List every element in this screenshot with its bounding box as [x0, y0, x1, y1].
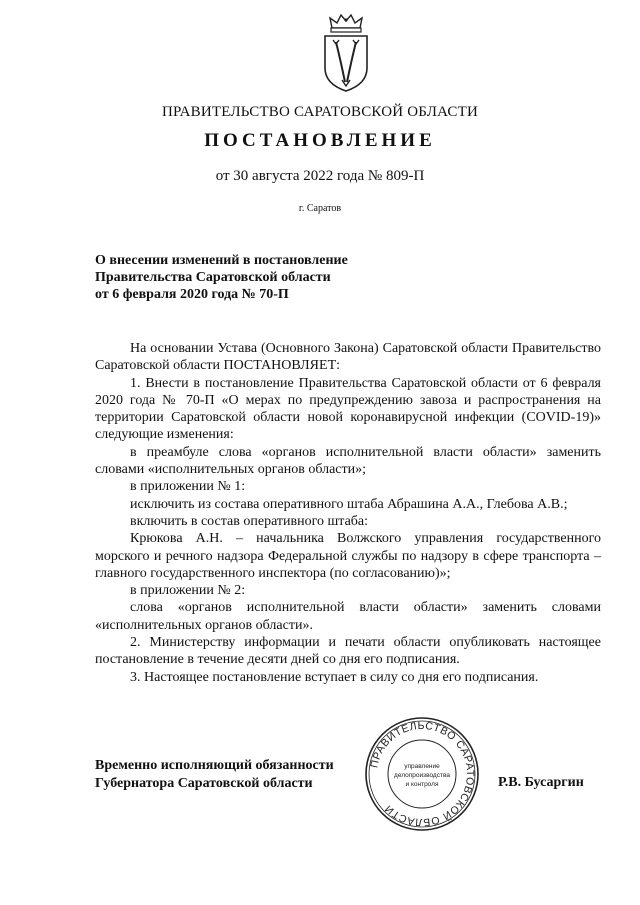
signatory-position: [95, 757, 375, 793]
body-paragraph: 3. Настоящее постановление вступает в силу со дня его подписания.: [130, 669, 539, 685]
government-name: ПРАВИТЕЛЬСТВО САРАТОВСКОЙ ОБЛАСТИ: [161, 104, 479, 120]
seal-inner-line: управление: [404, 763, 440, 770]
subject-line: О внесении изменений в постановление: [95, 253, 348, 268]
saratov-coat-of-arms-icon: [318, 12, 374, 94]
document-date-number: от 30 августа 2022 года № 809-П: [215, 168, 425, 184]
body-paragraph: слова «органов исполнительной власти области» заменить словами «исполнительных органов области».: [95, 600, 601, 633]
subject-line: от 6 февраля 2020 года № 70-П: [95, 287, 289, 302]
signatory-position-line: Временно исполняющий обязанности: [95, 758, 334, 773]
city-label: г. Саратов: [298, 203, 342, 214]
body-paragraph: исключить из состава оперативного штаба Абрашина А.А., Глебова А.В.;: [130, 496, 568, 512]
signatory-position-line: Губернатора Саратовской области: [95, 776, 313, 791]
body-paragraph: На основании Устава (Основного Закона) Саратовской области Правительство Саратовской области ПОСТАНОВЛЯЕТ:: [95, 341, 601, 374]
seal-inner-line: и контроля: [405, 781, 439, 788]
body-paragraph: 2. Министерству информации и печати области опубликовать настоящее постановление в течение десяти дней со дня его подписания.: [95, 635, 601, 668]
seal-inner-line: делопроизводства: [394, 772, 450, 779]
document-subject: [95, 252, 415, 303]
body-paragraph: включить в состав оперативного штаба:: [130, 513, 369, 529]
document-body: [95, 340, 601, 686]
body-paragraph: 1. Внести в постановление Правительства Саратовской области от 6 февраля 2020 года № 70-П «О мерах по предупреждению завоза и распространения на территории Саратовской области новой коронавирусной инфекции (COVID-19)» следующие изменения:: [95, 375, 601, 443]
body-paragraph: в приложении № 2:: [130, 583, 246, 599]
subject-line: Правительства Саратовской области: [95, 270, 331, 285]
body-paragraph: в преамбуле слова «органов исполнительной власти области» заменить словами «исполнительных органов области»;: [95, 444, 601, 478]
body-paragraph: в приложении № 1:: [130, 479, 246, 495]
body-paragraph: Крюкова А.Н. – начальника Волжского управления государственного морского и речного надзора Федеральной службы по надзору в сфере транспорта – главного государственного инспектора (по согласованию)»;: [95, 531, 601, 581]
signatory-name: Р.В. Бусаргин: [498, 775, 584, 790]
official-seal-stamp: [364, 716, 480, 832]
seal-outer-text: ПРАВИТЕЛЬСТВО САРАТОВСКОЙ ОБЛАСТИ: [368, 719, 477, 829]
document-type: ПОСТАНОВЛЕНИЕ: [204, 130, 436, 151]
